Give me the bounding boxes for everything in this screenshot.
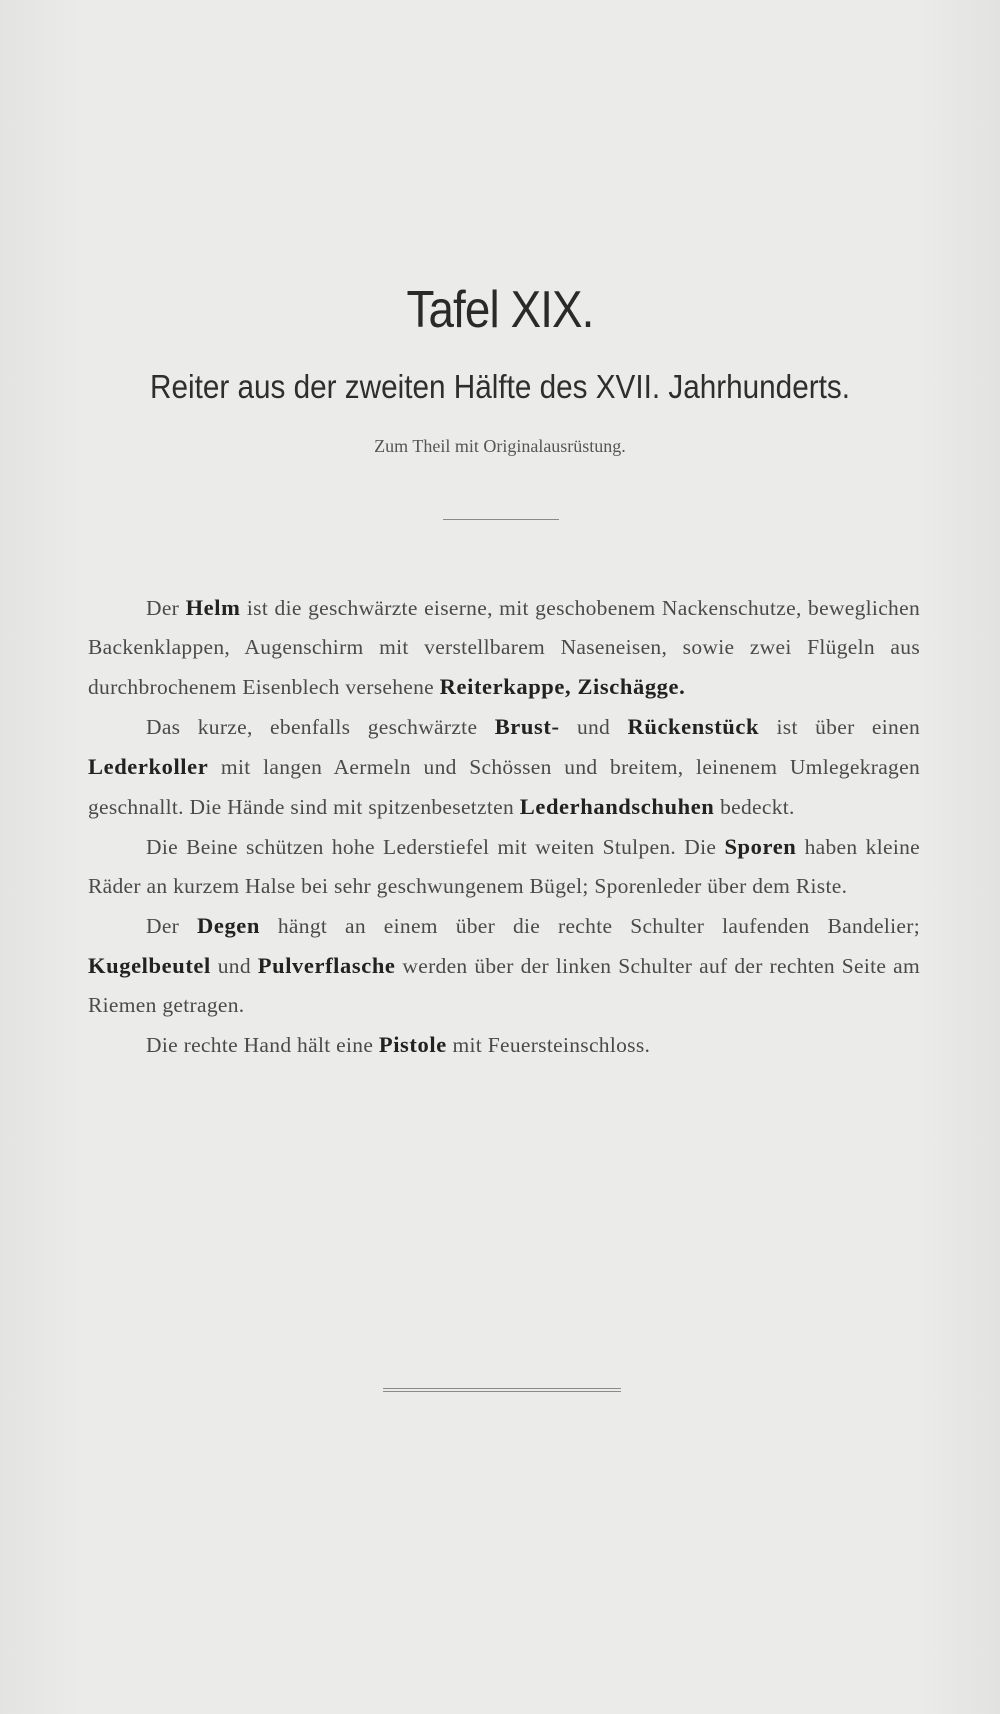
key-term: Pulverflasche — [257, 953, 396, 978]
text-run: Das kurze, ebenfalls geschwärzte — [146, 715, 495, 739]
paragraph — [88, 707, 920, 827]
text-run: Der — [146, 596, 186, 620]
paragraph — [88, 1025, 920, 1065]
text-run: ist die geschwärzte eiserne, mit geschobenem Nackenschutze, beweglichen Backenklappen, Augenschirm mit verstellbarem Naseneisen, sowie zwei Flügeln aus durchbrochenem Eisenblech versehene — [88, 596, 920, 699]
text-run: haben kleine Räder an kurzem Halse bei sehr geschwungenem Bügel; Sporenleder über dem Riste. — [88, 835, 920, 898]
key-term: Helm — [185, 595, 241, 620]
paragraph — [88, 906, 920, 1025]
text-run: mit langen Aermeln und Schössen und breitem, leinenem Umlegekragen geschnallt. Die Hände sind mit spitzenbesetzten — [88, 755, 920, 819]
key-term: Degen — [197, 913, 261, 938]
key-term: Lederkoller — [88, 754, 209, 779]
divider-double — [383, 1388, 621, 1392]
text-run: Der — [146, 914, 198, 938]
plate-note: Zum Theil mit Originalausrüstung. — [374, 436, 626, 456]
key-term: Sporen — [724, 834, 797, 859]
text-run: bedeckt. — [714, 795, 795, 819]
text-run: mit Feuersteinschloss. — [446, 1033, 651, 1057]
plate-title: Tafel XIX. — [406, 281, 594, 339]
text-run: Die Beine schützen hohe Lederstiefel mit weiten Stulpen. Die — [146, 835, 725, 859]
key-term: Lederhandschuhen — [519, 794, 715, 819]
divider-short — [443, 519, 559, 520]
text-run: werden über der linken Schulter auf der rechten Seite am Riemen getragen. — [88, 954, 921, 1017]
paragraph — [88, 588, 920, 707]
description-body — [88, 588, 920, 1065]
text-run: und — [559, 715, 628, 739]
paragraph — [88, 827, 920, 906]
text-run: ist über einen — [759, 715, 920, 739]
key-term: Brust- — [494, 714, 560, 739]
text-run: hängt an einem über die rechte Schulter laufenden Bandelier; — [260, 914, 920, 938]
text-run: Die rechte Hand hält eine — [146, 1033, 379, 1057]
plate-subtitle: Reiter aus der zweiten Hälfte des XVII. Jahrhunderts. — [150, 368, 850, 405]
text-run: und — [210, 954, 258, 978]
key-term: Reiterkappe, Zischägge. — [439, 674, 686, 699]
key-term: Rückenstück — [627, 714, 760, 739]
key-term: Pistole — [378, 1032, 447, 1057]
key-term: Kugelbeutel — [88, 953, 211, 978]
